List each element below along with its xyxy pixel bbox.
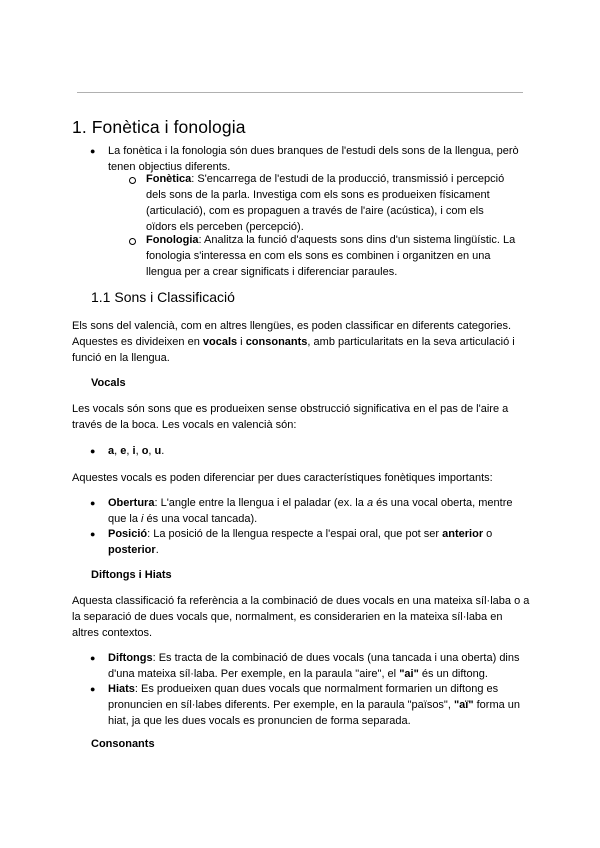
sub-bullet-circle <box>129 238 136 245</box>
bullet-dot: ● <box>90 146 96 156</box>
hiats-text2: forma un hiat, ja que les dues vocals es pronuncien de forma separada. <box>108 699 521 727</box>
bullet-posicio <box>108 526 508 558</box>
paragraph-caracteristiques: Aquestes vocals es poden diferenciar per dues característiques fonètiques importants: <box>72 472 493 484</box>
term-diftongs: Diftongs <box>108 652 153 664</box>
bullet-dot: ● <box>90 653 96 663</box>
posicio-text2: o <box>483 528 493 540</box>
obertura-text1: : L'angle entre la llengua i el paladar (ex. la <box>154 497 367 509</box>
para1-vocals: vocals <box>202 336 238 348</box>
diftongs-text2: és un diftong. <box>418 668 488 680</box>
posicio-anterior: anterior <box>442 528 484 540</box>
sub-bullet-circle <box>129 177 136 184</box>
bullet-diftongs <box>108 650 528 682</box>
obertura-ex-i: i <box>141 513 144 525</box>
bullet-dot: ● <box>90 446 96 456</box>
heading-sons-classificacio: 1.1 Sons i Classificació <box>91 289 235 305</box>
paragraph-sons <box>72 318 532 366</box>
vowel-list: a, e, i, o, u. <box>108 445 165 457</box>
text-fonetica: : S'encarrega de l'estudi de la producció, transmissió i percepció dels sons de la parla. Investiga com els sons es produeixen físicament (articulació), com es propaguen a través de l'aire (acústica), i com els oïdors els perceben (percepció). <box>146 173 505 233</box>
heading-fonetica-fonologia: 1. Fonètica i fonologia <box>72 117 246 137</box>
bullet-obertura <box>108 495 528 527</box>
vowel-u: u <box>154 445 162 457</box>
obertura-text2: és una vocal oberta, mentre que la <box>108 497 513 525</box>
term-hiats: Hiats <box>108 683 135 695</box>
horizontal-rule <box>77 92 523 93</box>
heading-consonants: Consonants <box>91 738 155 750</box>
bullet-dot: ● <box>90 684 96 694</box>
para1-consonants: consonants <box>245 336 308 348</box>
heading-diftongs-hiats: Diftongs i Hiats <box>91 569 172 581</box>
para1-mid: i <box>237 336 246 348</box>
hiats-text1: : Es produeixen quan dues vocals que normalment formarien un diftong es pronuncien en síl·labes diferents. Per exemple, en la paraula "països", <box>108 683 499 711</box>
sub-bullet-fonologia <box>146 232 524 280</box>
vowel-e: e <box>120 445 127 457</box>
term-fonetica: Fonètica <box>146 173 192 185</box>
obertura-text3: és una vocal tancada). <box>143 513 258 525</box>
bullet-hiats <box>108 681 528 729</box>
term-posicio: Posició <box>108 528 148 540</box>
obertura-ex-a: a <box>366 497 374 509</box>
term-fonologia: Fonologia <box>146 234 199 246</box>
para1-pre: Els sons del valencià, com en altres llengües, es poden classificar en diferents categories. Aquestes es divideixen en <box>72 320 512 348</box>
heading-vocals: Vocals <box>91 377 126 389</box>
paragraph-vocals: Les vocals són sons que es produeixen sense obstrucció significativa en el pas de l'aire a través de la boca. Les vocals en valencià són: <box>72 403 509 431</box>
vowel-i: i <box>132 445 136 457</box>
vowel-o: o <box>141 445 149 457</box>
diftongs-text1: : Es tracta de la combinació de dues vocals (una tancada i una oberta) dins d'una mateixa síl·laba. Per exemple, en la paraula "aire", el <box>108 652 520 680</box>
posicio-posterior: posterior <box>108 544 156 556</box>
paragraph-diftongs: Aquesta classificació fa referència a la combinació de dues vocals en una mateixa síl·laba o a la separació de dues vocals que, normalment, es considerarien en la mateixa síl·laba en altres contextos. <box>72 595 530 639</box>
term-obertura: Obertura <box>108 497 155 509</box>
diftongs-ai: "ai" <box>399 668 419 680</box>
posicio-text1: : La posició de la llengua respecte a l'espai oral, que pot ser <box>147 528 443 540</box>
hiats-ai: "aï" <box>453 699 474 711</box>
posicio-text3: . <box>155 544 159 556</box>
para1-post: , amb particularitats en la seva articulació i funció en la llengua. <box>72 336 515 364</box>
intro-bullet: La fonètica i la fonologia són dues branques de l'estudi dels sons de la llengua, però tenen objectius diferents. <box>108 145 519 173</box>
bullet-dot: ● <box>90 529 96 539</box>
bullet-dot: ● <box>90 498 96 508</box>
vowel-a: a <box>108 445 115 457</box>
sub-bullet-fonetica <box>146 171 516 235</box>
text-fonologia: : Analitza la funció d'aquests sons dins d'un sistema lingüístic. La fonologia s'interessa en com els sons es combinen i organitzen en una llengua per a crear significats i diferenciar paraules. <box>146 234 516 278</box>
